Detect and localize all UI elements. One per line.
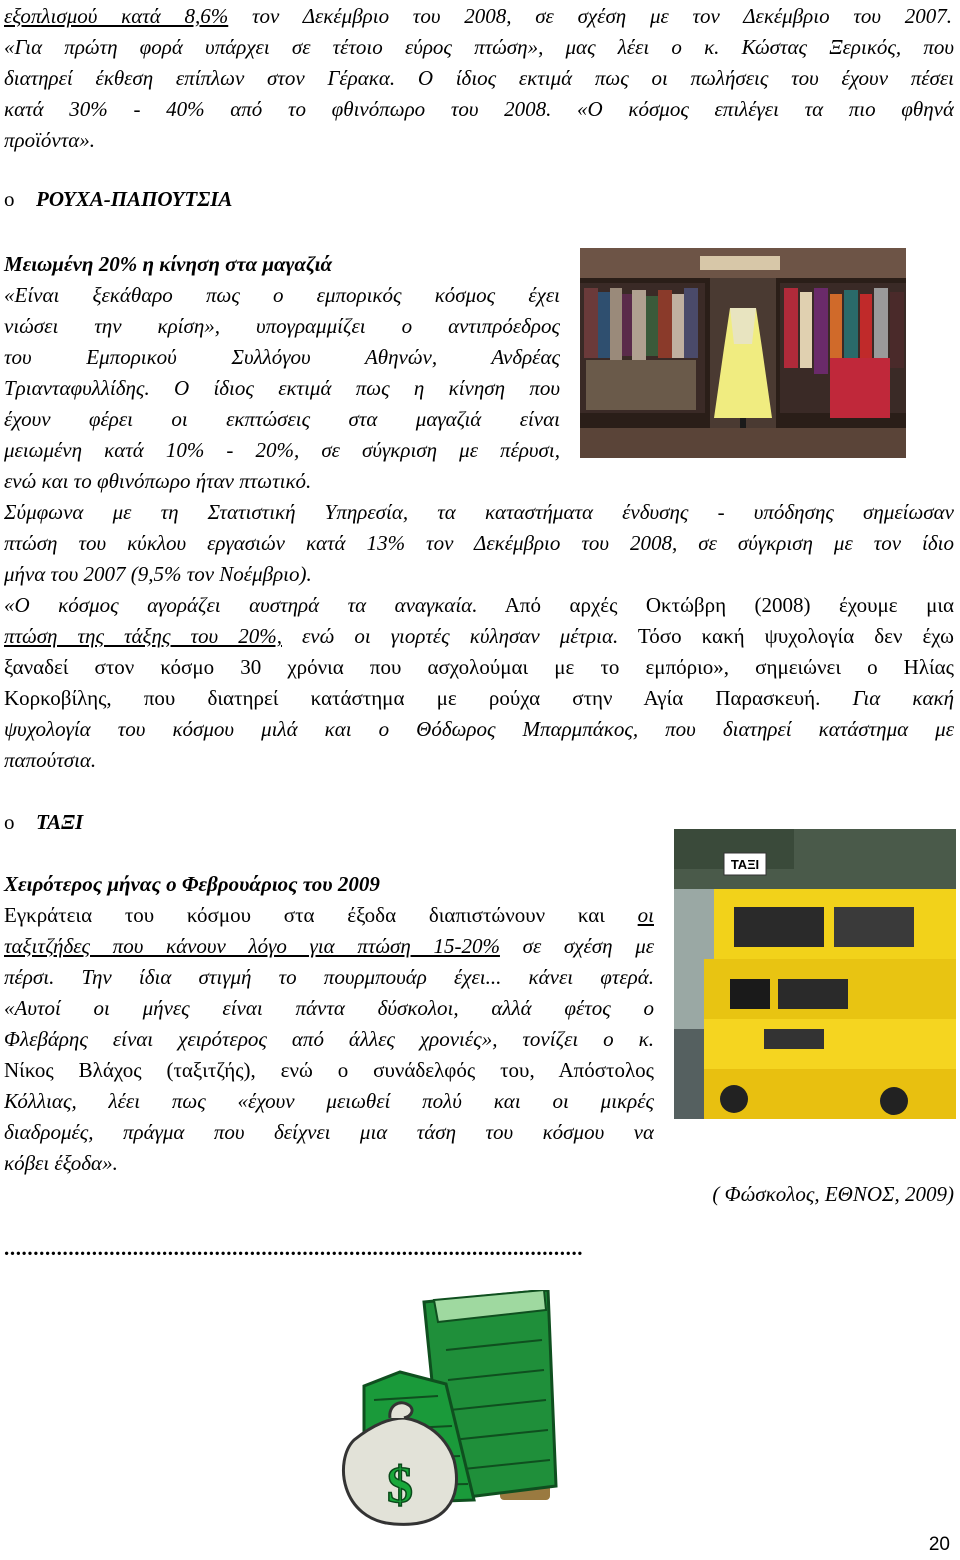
- article-source: ( Φώσκολος, ΕΘΝΟΣ, 2009): [712, 1182, 954, 1206]
- taxi-line-8: διαδρομές, πράγμα που δείχνει μια τάση του κόσμου να: [4, 1120, 654, 1144]
- statistics-line: πτώση του κύκλου εργασιών κατά 13% τον Δεκέμβριο του 2008, σε σύγκριση με τον ίδιο: [4, 531, 954, 555]
- taxi-underlined: ταξιτζήδες που κάνουν λόγο για πτώση 15-20%: [4, 934, 500, 958]
- intro-line-1: εξοπλισμού κατά 8,6% τον Δεκέμβριο του 2008, σε σχέση με τον Δεκέμβριο του 2007.: [4, 4, 952, 28]
- dotted-separator: ...................................................................................................: [4, 1236, 584, 1260]
- intro-line-5: προϊόντα».: [4, 128, 96, 152]
- statistics-line: Σύμφωνα με τη Στατιστική Υπηρεσία, τα καταστήματα ένδυσης - υπόδησης σημείωσαν: [4, 500, 954, 524]
- intro-line-3: διατηρεί έκθεση επίπλων στον Γέρακα. Ο ίδιος εκτιμά πως οι πωλήσεις του έχουν πέσει: [4, 66, 954, 90]
- taxi-line-3: πέρσι. Την ίδια στιγμή το πουρμπουάρ έχει... κάνει φτερά.: [4, 965, 654, 989]
- taxi-sign-text: ΤΑΞΙ: [730, 857, 760, 872]
- money-bag-illustration: [334, 1290, 610, 1530]
- taxi-line-7: Κόλλιας, λέει πως «έχουν μειωθεί πολύ και οι μικρές: [4, 1089, 654, 1113]
- statistics-line: μήνα του 2007 (9,5% τον Νοέμβριο).: [4, 562, 312, 586]
- clothing-store-photo: [580, 248, 906, 458]
- section-heading-taxi: o ΤΑΞΙ: [4, 810, 84, 834]
- taxi-line-5: Φλεβάρης είναι χειρότερος από άλλες χρονιές», τονίζει ο κ.: [4, 1027, 654, 1051]
- intro-line-2: «Για πρώτη φορά υπάρχει σε τέτοιο εύρος πτώση», μας λέει ο κ. Κώστας Ξερικός, που: [4, 35, 954, 59]
- taxi-line-6: Νίκος Βλάχος (ταξιτζής), ενώ ο συνάδελφός του, Απόστολος: [4, 1058, 654, 1082]
- dollar-sign: $: [387, 1457, 413, 1514]
- quote-line-4: Κορκοβίλης, που διατηρεί κατάστημα με ρούχα στην Αγία Παρασκευή. Για κακή: [4, 686, 954, 710]
- clothes-para-line: έχουν φέρει οι εκπτώσεις στα μαγαζιά είναι: [4, 407, 560, 431]
- section-subheading-taxi: Χειρότερος μήνας ο Φεβρουάριος του 2009: [4, 872, 380, 896]
- quote-underlined: πτώση της τάξης του 20%,: [4, 624, 282, 648]
- intro-underlined: εξοπλισμού κατά 8,6%: [4, 4, 229, 28]
- section-heading-clothes: o ΡΟΥΧΑ-ΠΑΠΟΥΤΣΙΑ: [4, 187, 233, 211]
- taxi-line-2: ταξιτζήδες που κάνουν λόγο για πτώση 15-20% σε σχέση με: [4, 934, 654, 958]
- quote-line-2: πτώση της τάξης του 20%, ενώ οι γιορτές κύλησαν μέτρια. Τόσο κακή ψυχολογία δεν έχω: [4, 624, 954, 648]
- clothes-para-line: του Εμπορικού Συλλόγου Αθηνών, Ανδρέας: [4, 345, 560, 369]
- taxi-line-1: Εγκράτεια του κόσμου στα έξοδα διαπιστώνουν και οι: [4, 903, 654, 927]
- clothes-para-line: «Είναι ξεκάθαρο πως ο εμπορικός κόσμος έχει: [4, 283, 560, 307]
- quote-line-3: ξαναδεί στον κόσμο 30 χρόνια που ασχολούμαι με το εμπόριο», σημειώνει ο Ηλίας: [4, 655, 954, 679]
- bullet: o: [4, 810, 15, 834]
- quote-line-1: «Ο κόσμος αγοράζει αυστηρά τα αναγκαία. Από αρχές Οκτώβρη (2008) έχουμε μια: [4, 593, 954, 617]
- clothes-para-line: νιώσει την κρίση», υπογραμμίζει ο αντιπρόεδρος: [4, 314, 560, 338]
- taxi-photo: [674, 829, 956, 1119]
- taxi-line-9: κόβει έξοδα».: [4, 1151, 118, 1175]
- section-subheading-clothes: Μειωμένη 20% η κίνηση στα μαγαζιά: [4, 252, 333, 276]
- quote-line-5: ψυχολογία του κόσμου μιλά και ο Θόδωρος Μπαρμπάκος, που διατηρεί κατάστημα με: [4, 717, 954, 741]
- clothes-para-line: Τριανταφυλλίδης. Ο ίδιος εκτιμά πως η κίνηση που: [4, 376, 560, 400]
- taxi-line-4: «Αυτοί οι μήνες είναι πάντα δύσκολοι, αλλά φέτος ο: [4, 996, 654, 1020]
- clothes-para-line: ενώ και το φθινόπωρο ήταν πτωτικό.: [4, 469, 312, 493]
- intro-line-4: κατά 30% - 40% από το φθινόπωρο του 2008. «Ο κόσμος επιλέγει τα πιο φθηνά: [4, 97, 954, 121]
- quote-line-6: παπούτσια.: [4, 748, 97, 772]
- bullet: o: [4, 187, 15, 211]
- clothes-para-line: μειωμένη κατά 10% - 20%, σε σύγκριση με πέρυσι,: [4, 438, 560, 462]
- page-number: 20: [928, 1534, 950, 1555]
